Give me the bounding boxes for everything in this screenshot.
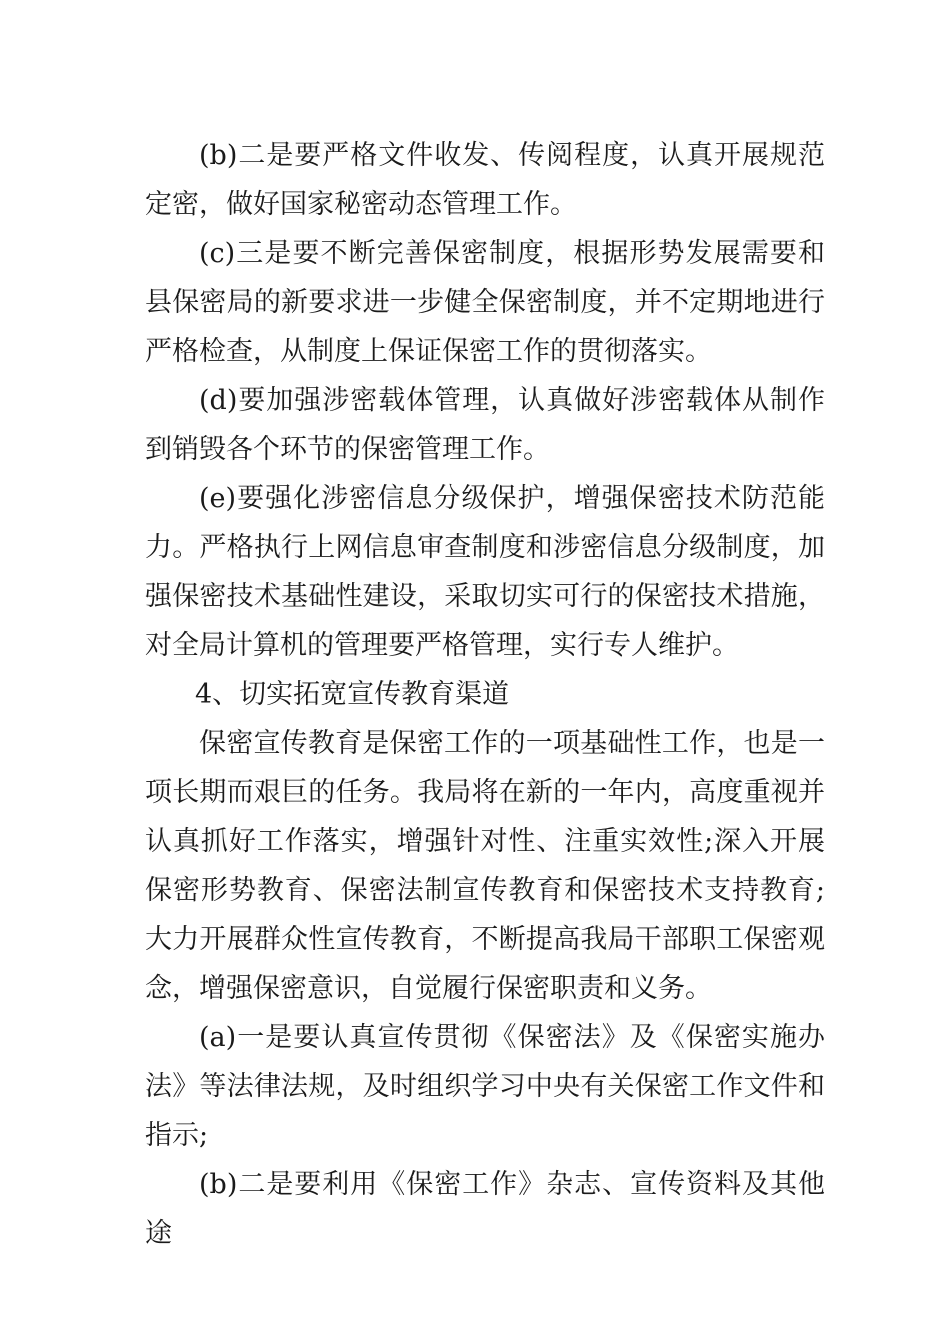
paragraph-e-graded-protection: (e)要强化涉密信息分级保护，增强保密技术防范能力。严格执行上网信息审查制度和涉密信息分级制度，加强保密技术基础性建设，采取切实可行的保密技术措施，对全局计算机的管理要严格管理，实行专人维护。 bbox=[145, 483, 825, 661]
paragraph-d-classified-carrier: (d)要加强涉密载体管理，认真做好涉密载体从制作到销毁各个环节的保密管理工作。 bbox=[145, 385, 825, 465]
section-heading-4: 4、切实拓宽宣传教育渠道 bbox=[195, 679, 510, 710]
document-body bbox=[145, 131, 825, 1258]
paragraph-b-file-circulation: (b)二是要严格文件收发、传阅程度，认真开展规范定密，做好国家秘密动态管理工作。 bbox=[145, 140, 825, 220]
paragraph-a-law-promotion: (a)一是要认真宣传贯彻《保密法》及《保密实施办法》等法律法规，及时组织学习中央有关保密工作文件和指示; bbox=[145, 1022, 825, 1151]
paragraph-publicity-education: 保密宣传教育是保密工作的一项基础性工作，也是一项长期而艰巨的任务。我局将在新的一年内，高度重视并认真抓好工作落实，增强针对性、注重实效性;深入开展保密形势教育、保密法制宣传教育和保密技术支持教育;大力开展群众性宣传教育，不断提高我局干部职工保密观念，增强保密意识，自觉履行保密职责和义务。 bbox=[145, 728, 825, 1004]
paragraph-b-magazine-materials: (b)二是要利用《保密工作》杂志、宣传资料及其他途 bbox=[145, 1169, 825, 1249]
paragraph-c-confidentiality-system: (c)三是要不断完善保密制度，根据形势发展需要和县保密局的新要求进一步健全保密制度，并不定期地进行严格检查，从制度上保证保密工作的贯彻落实。 bbox=[145, 238, 825, 367]
